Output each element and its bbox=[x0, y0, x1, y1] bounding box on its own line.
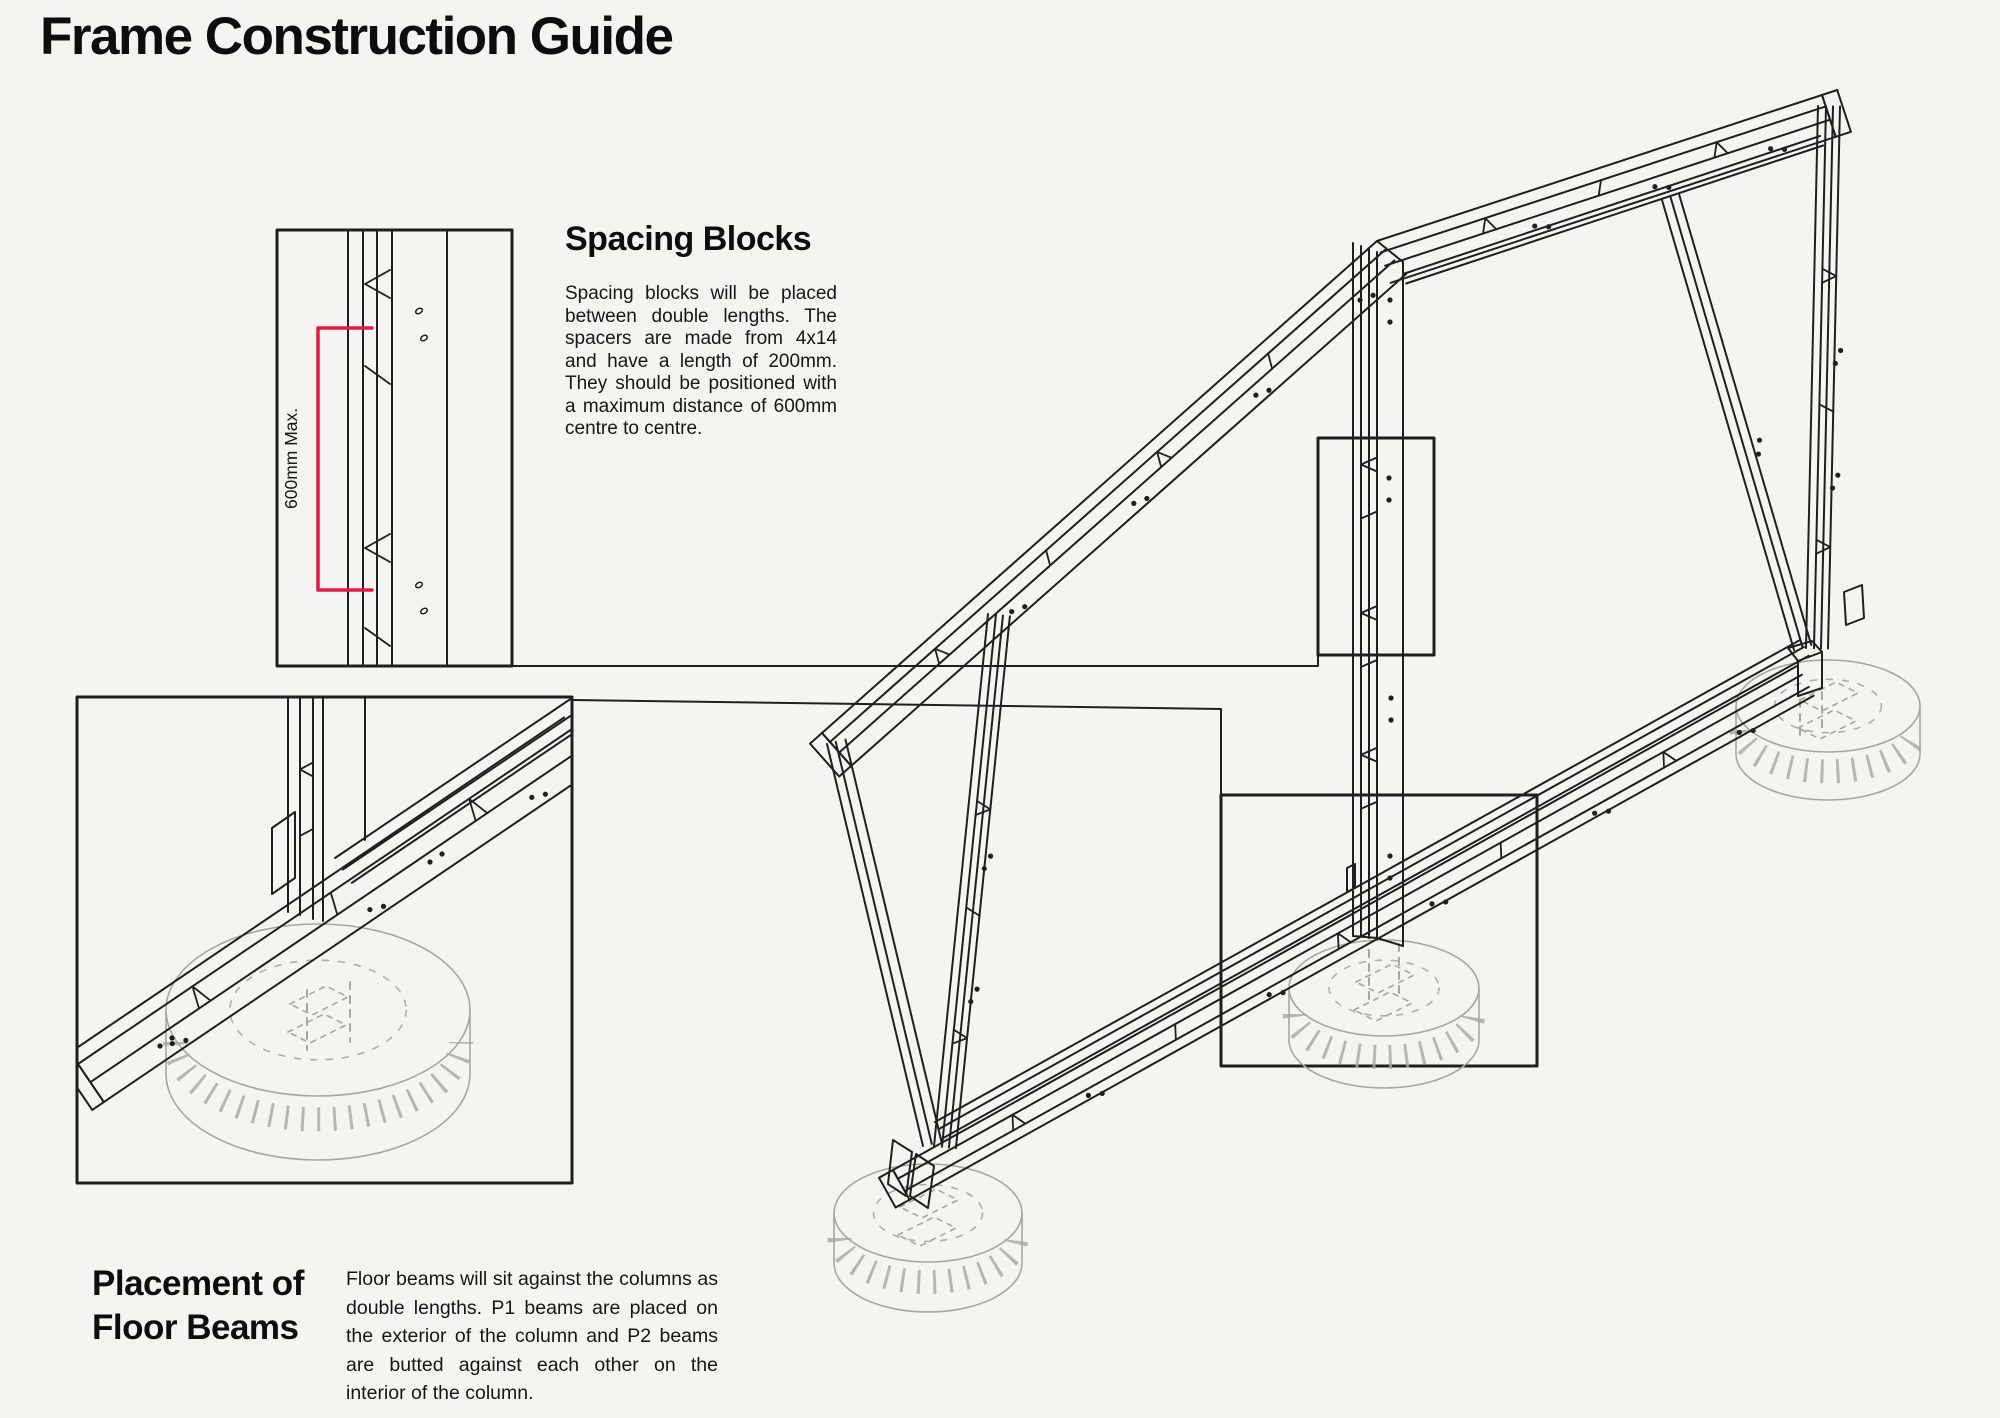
spacing-detail-drawing bbox=[277, 230, 512, 666]
floor-beams-heading bbox=[92, 1262, 304, 1350]
frame-isometric-drawing bbox=[810, 90, 1920, 1312]
floor-beam-detail-box bbox=[77, 697, 572, 1183]
spacing-blocks-heading: Spacing Blocks bbox=[565, 220, 812, 258]
spacing-detail-box bbox=[277, 230, 512, 666]
spacing-blocks-body: Spacing blocks will be placed between double lengths. The spacers are made from 4x14 and have a length of 200mm. They should be positioned with a maximum distance of 600mm centre to centre. bbox=[565, 283, 837, 439]
floor-beams-heading-line2: Floor Beams bbox=[92, 1308, 299, 1347]
screw-mark bbox=[420, 334, 429, 342]
callout-line-spacing bbox=[512, 655, 1318, 666]
floor-beam-detail-drawing bbox=[59, 697, 598, 1183]
callout-rect-footing bbox=[1221, 795, 1537, 1066]
page-title: Frame Construction Guide bbox=[40, 7, 673, 66]
screw-mark bbox=[420, 607, 429, 615]
screw-mark bbox=[415, 581, 424, 589]
callout-line-floor bbox=[572, 700, 1221, 795]
floor-beams-heading-line1: Placement of bbox=[92, 1264, 304, 1303]
dimension-label: 600mm Max. bbox=[281, 407, 301, 509]
floor-beams-body: Floor beams will sit against the columns as double lengths. P1 beams are placed on the exterior of the column and P2 beams are butted against each other on the interior of the column. bbox=[346, 1268, 718, 1404]
screw-mark bbox=[415, 307, 424, 315]
